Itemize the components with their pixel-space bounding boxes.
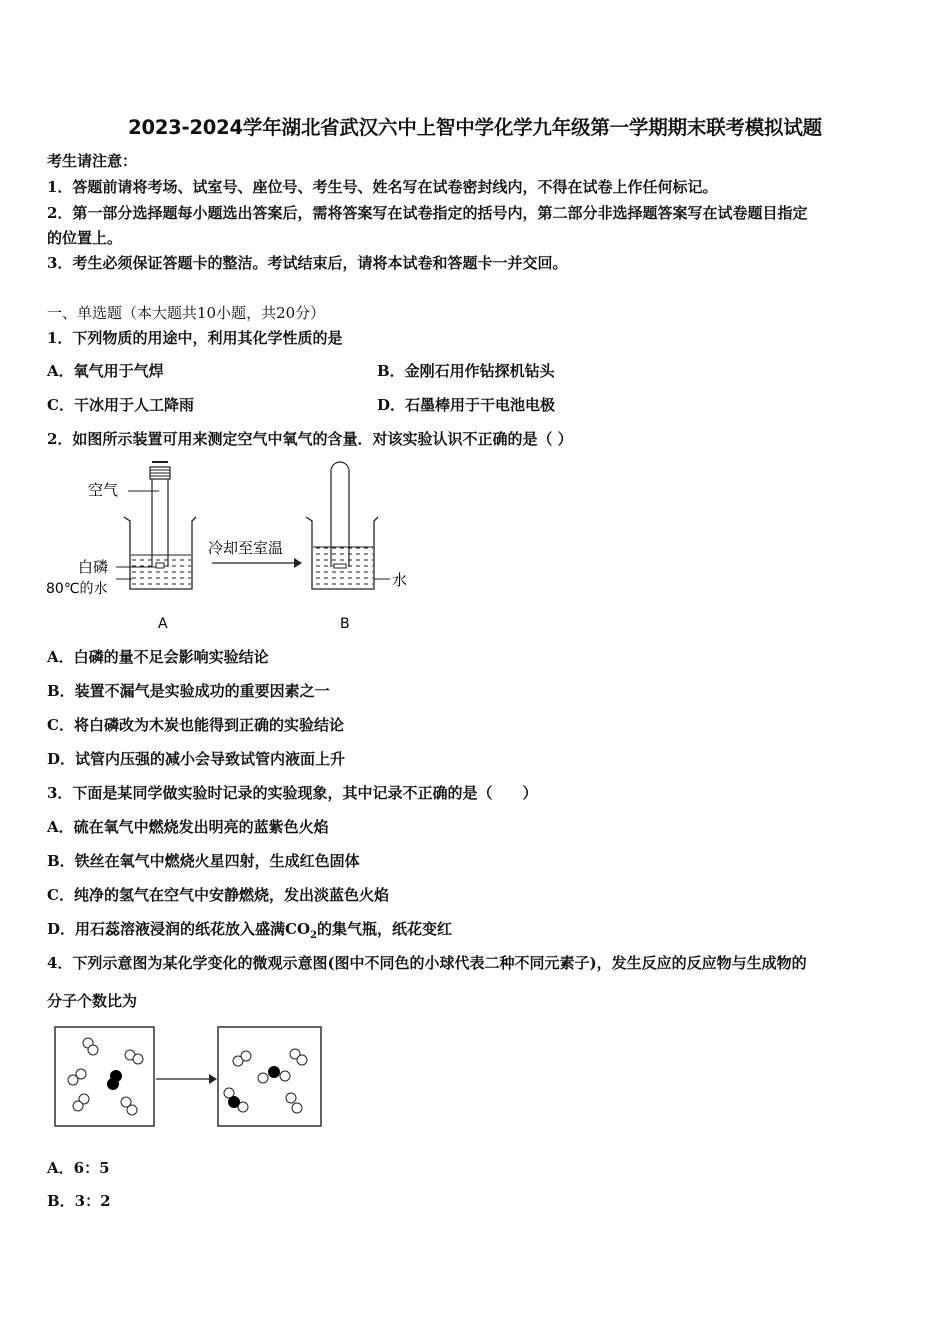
reaction-arrow-icon — [209, 1074, 217, 1084]
section-heading: 一、单选题（本大题共10小题，共20分） — [47, 304, 326, 322]
q2-option-b: B．装置不漏气是实验成功的重要因素之一 — [47, 682, 330, 700]
q1-option-b: B．金刚石用作钻探机钻头 — [377, 362, 555, 380]
q2-apparatus-figure — [44, 455, 424, 635]
label-fig-b: B — [340, 616, 350, 632]
tube-a — [150, 462, 170, 568]
q3-stem: 3．下面是某同学做实验时记录的实验现象，其中记录不正确的是（ ） — [47, 784, 538, 802]
q4-molecule-figure — [50, 1022, 330, 1132]
q4-stem-line1: 4．下列示意图为某化学变化的微观示意图(图中不同色的小球代表二种不同元素子)，发生反应的反应物与生成物的 — [47, 954, 807, 972]
q2-stem: 2．如图所示装置可用来测定空气中氧气的含量．对该实验认识不正确的是（ ） — [47, 430, 573, 448]
q1-option-c: C．干冰用于人工降雨 — [47, 396, 194, 414]
label-water: 水 — [392, 571, 408, 589]
notice-item-3: 3．考生必须保证答题卡的整洁。考试结束后，请将本试卷和答题卡一并交回。 — [47, 254, 568, 272]
label-hot-water: 80℃的水 — [46, 581, 108, 597]
q2-option-a: A．白磷的量不足会影响实验结论 — [47, 648, 269, 666]
label-air: 空气 — [88, 481, 119, 499]
q2-option-d: D．试管内压强的减小会导致试管内液面上升 — [47, 750, 346, 768]
q3-option-d-sub: 2 — [310, 930, 317, 941]
q3-option-a: A．硫在氧气中燃烧发出明亮的蓝紫色火焰 — [47, 818, 329, 836]
q4-option-a: A．6：5 — [47, 1159, 110, 1177]
q1-stem: 1．下列物质的用途中，利用其化学性质的是 — [47, 329, 343, 347]
notice-item-1: 1．答题前请将考场、试室号、座位号、考生号、姓名写在试卷密封线内，不得在试卷上作任何标记。 — [47, 178, 718, 196]
beaker-a — [124, 517, 196, 589]
page-title: 2023-2024学年湖北省武汉六中上智中学化学九年级第一学期期末联考模拟试题 — [128, 116, 822, 139]
q3-option-c: C．纯净的氢气在空气中安静燃烧，发出淡蓝色火焰 — [47, 886, 389, 904]
label-cool-down: 冷却至室温 — [208, 539, 284, 557]
q3-option-d-pre: D．用石蕊溶液浸润的纸花放入盛满 — [47, 920, 286, 938]
q4-stem-line2: 分子个数比为 — [47, 992, 138, 1010]
q4-option-b: B．3：2 — [47, 1192, 111, 1210]
q1-option-d: D．石墨棒用于干电池电极 — [377, 396, 556, 414]
label-fig-a: A — [158, 616, 168, 632]
q1-option-a: A．氧气用于气焊 — [47, 362, 164, 380]
q3-option-d-post: 的集气瓶，纸花变红 — [317, 920, 453, 938]
products-box — [218, 1027, 321, 1126]
q2-option-c: C．将白磷改为木炭也能得到正确的实验结论 — [47, 716, 344, 734]
notice-heading: 考生请注意： — [47, 152, 138, 170]
q3-option-d-co: CO — [285, 920, 311, 938]
label-phosphorus: 白磷 — [78, 558, 109, 576]
notice-item-2: 2．第一部分选择题每小题选出答案后，需将答案写在试卷指定的括号内，第二部分非选择题答案写在试卷题目指定 — [47, 204, 808, 222]
q3-option-d — [47, 918, 452, 941]
q3-option-b: B．铁丝在氧气中燃烧火星四射，生成红色固体 — [47, 852, 360, 870]
beaker-b — [306, 517, 378, 589]
arrow-head-icon — [294, 558, 302, 568]
notice-item-2-cont: 的位置上。 — [47, 229, 123, 247]
